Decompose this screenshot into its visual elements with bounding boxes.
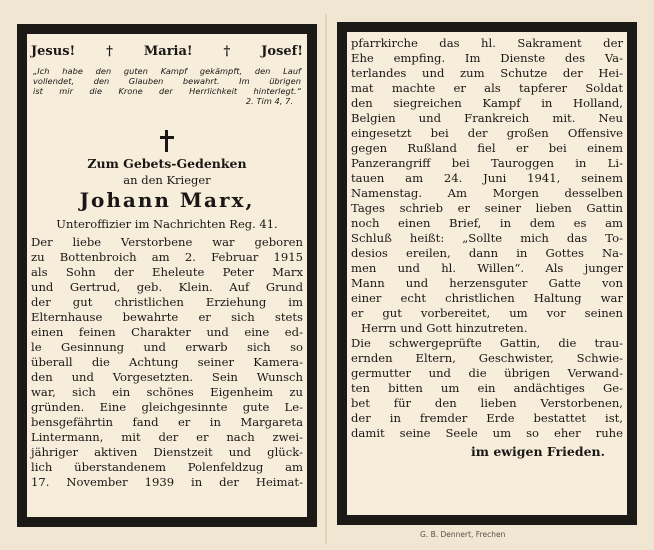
quote-reference: 2. Tim 4, 7. bbox=[245, 96, 293, 106]
cross-glyph: † bbox=[106, 44, 113, 59]
invocation-maria: Maria! bbox=[143, 44, 193, 59]
text-line: bet für den lieben Verstorbenen, bbox=[351, 396, 623, 410]
text-line: Lintermann, mit der er nach zwei- bbox=[31, 430, 303, 444]
text-line: ten bitten um ein andächtiges Ge- bbox=[351, 381, 623, 395]
text-line: ernden Eltern, Geschwister, Schwie- bbox=[351, 351, 623, 365]
text-line: Schluß heißt: „Sollte mich das To- bbox=[351, 231, 623, 245]
text-line: einer echt christlichen Haltung war bbox=[351, 291, 623, 305]
printer-imprint: G. B. Dennert, Frechen bbox=[420, 530, 506, 539]
text-line: lich überstandenem Polenfeldzug am bbox=[31, 460, 303, 474]
text-line: war, sich ein schönes Eigenheim zu bbox=[31, 385, 303, 399]
invocation-header bbox=[27, 44, 307, 59]
text-line: Herrn und Gott hinzutreten. bbox=[361, 321, 528, 335]
left-panel-border bbox=[17, 24, 317, 527]
text-line: mat machte er als tapferer Soldat bbox=[351, 81, 623, 95]
quote-line: ist mir die Krone der Herrlichkeit hinterlegt.“ bbox=[33, 86, 301, 96]
text-line: den siegreichen Kampf in Holland, bbox=[351, 96, 623, 110]
cross-glyph: † bbox=[223, 44, 231, 59]
text-line: einen feinen Charakter und eine ed- bbox=[31, 325, 303, 339]
text-line: Tages schrieb er seiner lieben Gattin bbox=[351, 201, 623, 215]
text-line: tauen am 24. Juni 1941, seinem bbox=[351, 171, 623, 185]
closing-line: im ewigen Frieden. bbox=[471, 444, 605, 459]
deceased-name: Johann Marx, bbox=[79, 188, 255, 212]
text-line: und Gertrud, geb. Klein. Auf Grund bbox=[31, 280, 303, 294]
card-fold bbox=[325, 14, 327, 544]
left-panel bbox=[27, 34, 307, 517]
text-line: Namenstag. Am Morgen desselben bbox=[351, 186, 623, 200]
quote-line: vollendet, den Glauben bewahrt. Im übrigen bbox=[33, 76, 301, 86]
invocation-josef: Josef! bbox=[261, 44, 303, 59]
text-line: gegen Rußland fiel er bei einem bbox=[351, 141, 623, 155]
right-panel bbox=[347, 32, 627, 515]
text-line: zu Bottenbroich am 2. Februar 1915 bbox=[31, 250, 303, 264]
text-line: Belgien und Frankreich mit. Neu bbox=[351, 111, 623, 125]
memorial-subtitle: an den Krieger bbox=[123, 173, 211, 187]
text-line: Panzerangriff bei Tauroggen in Li- bbox=[351, 156, 623, 170]
invocation-jesus: Jesus! bbox=[31, 44, 76, 59]
text-line: Der liebe Verstorbene war geboren bbox=[31, 235, 303, 249]
text-line: jähriger aktiven Dienstzeit und glück- bbox=[31, 445, 303, 459]
text-line: gründen. Eine gleichgesinnte gute Le- bbox=[31, 400, 303, 414]
text-line: überall die Achtung seiner Kamera- bbox=[31, 355, 303, 369]
text-line: er gut vorbereitet, um vor seinen bbox=[351, 306, 623, 320]
text-line: bensgefährtin fand er in Margareta bbox=[31, 415, 303, 429]
text-line: Mann und herzensguter Gatte von bbox=[351, 276, 623, 290]
text-line: Ehe empfing. Im Dienste des Va- bbox=[351, 51, 623, 65]
text-line: der in fremder Erde bestattet ist, bbox=[351, 411, 623, 425]
text-line: eingesetzt bei der großen Offensive bbox=[351, 126, 623, 140]
text-line: le Gesinnung und erwarb sich so bbox=[31, 340, 303, 354]
text-line: men und hl. Willen“. Als junger bbox=[351, 261, 623, 275]
text-line: pfarrkirche das hl. Sakrament der bbox=[351, 36, 623, 50]
text-line: germutter und die übrigen Verwand- bbox=[351, 366, 623, 380]
text-line: noch einen Brief, in dem es am bbox=[351, 216, 623, 230]
right-panel-border bbox=[337, 22, 637, 525]
text-line: Elternhause bewahrte er sich stets bbox=[31, 310, 303, 324]
text-line: terlandes und zum Schutze der Hei- bbox=[351, 66, 623, 80]
cross-icon bbox=[159, 130, 175, 152]
text-line: als Sohn der Eheleute Peter Marx bbox=[31, 265, 303, 279]
text-line: damit seine Seele um so eher ruhe bbox=[351, 426, 623, 440]
quote-line: „Ich habe den guten Kampf gekämpft, den Lauf bbox=[33, 66, 301, 76]
memorial-title: Zum Gebets-Gedenken bbox=[87, 156, 247, 171]
text-line: desios ereilen, dann in Gottes Na- bbox=[351, 246, 623, 260]
deceased-rank: Unteroffizier im Nachrichten Reg. 41. bbox=[56, 217, 278, 231]
text-line: 17. November 1939 in der Heimat- bbox=[31, 475, 303, 489]
text-line: Die schwergeprüfte Gattin, die trau- bbox=[351, 336, 623, 350]
text-line: der gut christlichen Erziehung im bbox=[31, 295, 303, 309]
text-line: den und Vorgesetzten. Sein Wunsch bbox=[31, 370, 303, 384]
